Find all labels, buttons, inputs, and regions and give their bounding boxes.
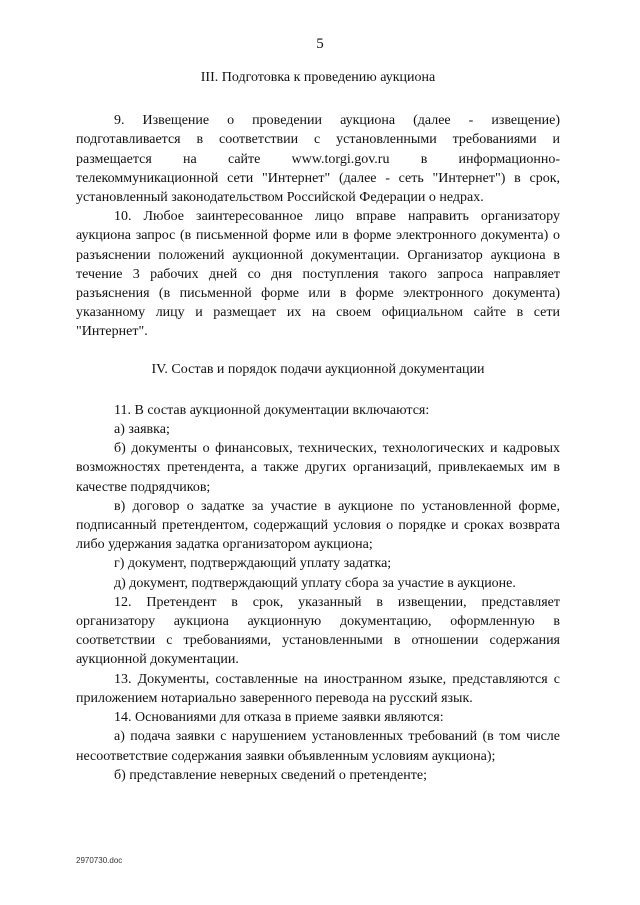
paragraph-13: 13. Документы, составленные на иностранном языке, представляются с приложением нотариально заверенного перевода на русский язык.: [76, 671, 560, 706]
document-file-code: 2970730.doc: [76, 856, 123, 865]
list-item-v: в) договор о задатке за участие в аукционе по установленной форме, подписанный претендентом, содержащий условия о порядке и сроках возврата либо удержания задатка организатором аукциона;: [76, 498, 560, 553]
paragraph-12: 12. Претендент в срок, указанный в извещении, представляет организатору аукциона аукционную документацию, оформленную в соответствии с требованиями, установленными в отношении содержания аукционной документации.: [76, 594, 560, 668]
list-item-a: а) заявка;: [114, 422, 170, 438]
list-item-g: г) документ, подтверждающий уплату задатка;: [114, 556, 392, 572]
list-item-14-a: а) подача заявки с нарушением установленных требований (в том числе несоответствие содержания заявки объявленным условиям аукциона);: [76, 729, 560, 764]
page-number: 5: [316, 36, 324, 52]
paragraph-10: 10. Любое заинтересованное лицо вправе направить организатору аукциона запрос (в письменной форме или в форме электронного документа) о разъяснении положений аукционной документации. Организатор аукциона в течение 3 рабочих дней со дня поступления такого запроса направляет разъяснения (в письменной форме или в форме электронного документа) указанному лицу и размещает их на своем официальном сайте в сети "Интернет".: [76, 209, 560, 340]
list-item-b: б) документы о финансовых, технических, технологических и кадровых возможностях претендента, а также других организаций, привлекаемых им в качестве подрядчиков;: [76, 441, 560, 495]
document-body: [76, 68, 560, 785]
paragraph-9: 9. Извещение о проведении аукциона (далее - извещение) подготавливается в соответствии с установленными требованиями и размещается на сайте www.torgi.gov.ru в информационно-телекоммуникационной сети "Интернет" (далее - сеть "Интернет") в срок, установленный законодательством Российской Федерации о недрах.: [76, 113, 560, 206]
section-heading-3: III. Подготовка к проведению аукциона: [200, 70, 436, 85]
paragraph-11: 11. В состав аукционной документации включаются:: [114, 402, 430, 418]
paragraph-14: 14. Основаниями для отказа в приеме заявки являются:: [114, 710, 444, 726]
list-item-14-b: б) представление неверных сведений о претенденте;: [114, 767, 427, 783]
section-heading-4: IV. Состав и порядок подачи аукционной документации: [151, 361, 485, 377]
list-item-d: д) документ, подтверждающий уплату сбора за участие в аукционе.: [114, 575, 516, 591]
